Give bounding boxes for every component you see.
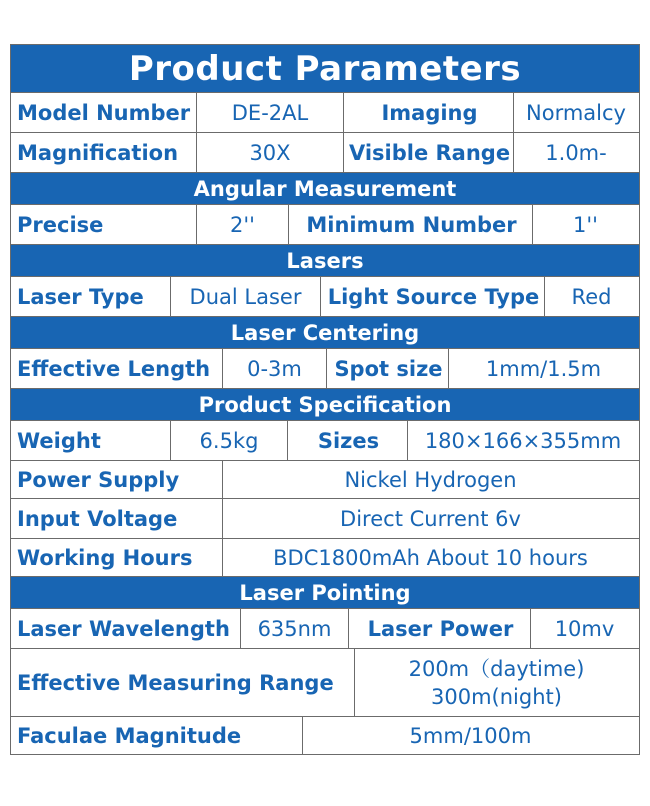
laser-wavelength-value: 635nm	[241, 609, 349, 648]
effective-measuring-range-label: Effective Measuring Range	[11, 649, 355, 716]
power-supply-label: Power Supply	[11, 461, 223, 498]
laser-type-value: Dual Laser	[171, 277, 321, 316]
light-source-type-value: Red	[571, 284, 612, 309]
parameters-table	[10, 44, 640, 755]
table-row	[11, 133, 639, 173]
light-source-type-label: Light Source Type	[321, 277, 545, 316]
table-row	[11, 277, 639, 317]
minimum-number-value: 1''	[573, 212, 598, 237]
section-header-angular: Angular Measurement	[11, 173, 639, 205]
range-daytime: 200m（daytime)	[408, 656, 585, 681]
section-header-centering: Laser Centering	[11, 317, 639, 349]
spot-size-label: Spot size	[327, 349, 449, 388]
power-supply-value: Nickel Hydrogen	[344, 467, 517, 492]
laser-power-value: 10mv	[554, 616, 615, 641]
laser-wavelength-label: Laser Wavelength	[11, 609, 241, 648]
working-hours-value: BDC1800mAh About 10 hours	[273, 545, 588, 570]
table-row	[11, 421, 639, 461]
section-header-pointing: Laser Pointing	[11, 577, 639, 609]
precise-label: Precise	[11, 205, 197, 244]
input-voltage-label: Input Voltage	[11, 499, 223, 538]
laser-power-label: Laser Power	[349, 609, 531, 648]
table-row	[11, 93, 639, 133]
table-row	[11, 461, 639, 499]
table-row	[11, 609, 639, 649]
sizes-label: Sizes	[288, 421, 408, 460]
effective-measuring-range-value	[355, 649, 638, 716]
precise-value: 2''	[197, 205, 289, 244]
section-header-lasers: Lasers	[11, 245, 639, 277]
model-number-label: Model Number	[11, 93, 197, 132]
magnification-value: 30X	[197, 133, 344, 172]
section-header-specification: Product Specification	[11, 389, 639, 421]
effective-length-label: Effective Length	[11, 349, 223, 388]
input-voltage-value: Direct Current 6v	[340, 506, 521, 531]
table-row	[11, 539, 639, 577]
weight-value: 6.5kg	[171, 421, 288, 460]
working-hours-label: Working Hours	[11, 539, 223, 576]
sizes-value: 180×166×355mm	[424, 428, 622, 453]
table-row	[11, 499, 639, 539]
weight-label: Weight	[11, 421, 171, 460]
spot-size-value: 1mm/1.5m	[485, 356, 602, 381]
table-row	[11, 717, 639, 754]
magnification-label: Magnification	[11, 133, 197, 172]
table-row	[11, 649, 639, 717]
imaging-value: Normalcy	[526, 100, 626, 125]
laser-type-label: Laser Type	[11, 277, 171, 316]
model-number-value: DE-2AL	[197, 93, 344, 132]
faculae-magnitude-value: 5mm/100m	[409, 723, 532, 748]
faculae-magnitude-label: Faculae Magnitude	[11, 717, 303, 754]
imaging-label: Imaging	[344, 93, 514, 132]
table-row	[11, 349, 639, 389]
table-row	[11, 205, 639, 245]
visible-range-label: Visible Range	[344, 133, 514, 172]
page-title: Product Parameters	[11, 45, 639, 93]
effective-length-value: 0-3m	[223, 349, 327, 388]
range-night: 300m(night)	[431, 684, 562, 709]
minimum-number-label: Minimum Number	[289, 205, 533, 244]
visible-range-value: 1.0m-	[545, 140, 607, 165]
